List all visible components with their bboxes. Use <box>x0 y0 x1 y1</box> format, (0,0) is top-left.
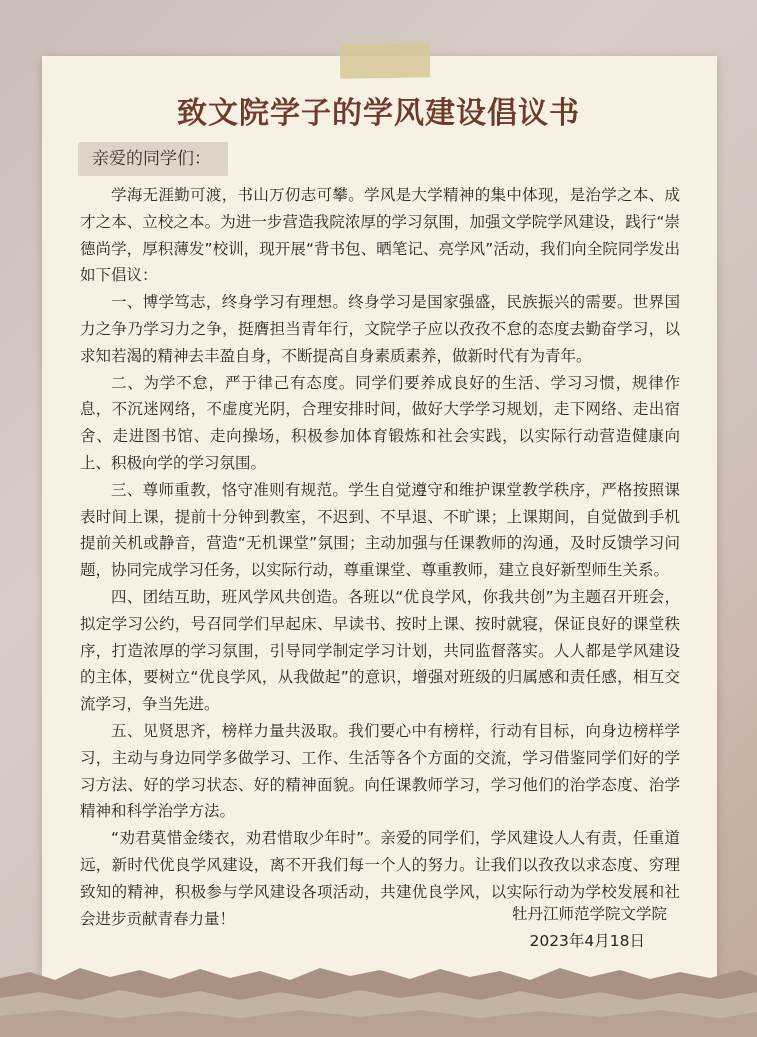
greeting-label: 亲爱的同学们： <box>78 142 228 176</box>
paragraph-5: 五、见贤思齐，榜样力量共汲取。我们要心中有榜样，行动有目标，向身边榜样学习，主动与身边同学多做学习、工作、生活等各个方面的交流，学习借鉴同学们好的学习方法、好的学习状态、好的精神面貌。向任课教师学习，学习他们的治学态度、治学精神和科学治学方法。 <box>80 721 680 821</box>
paragraph-1: 一、博学笃志，终身学习有理想。终身学习是国家强盛，民族振兴的需要。世界国力之争乃学习力之争，挺膺担当青年行，文院学子应以孜孜不怠的态度去勤奋学习，以求知若渴的精神去丰盈自身，不断提高自身素质素养，做新时代有为青年。 <box>80 293 680 365</box>
signature-block <box>512 901 667 955</box>
paragraph-closing: “劝君莫惜金缕衣，劝君惜取少年时”。亲爱的同学们，学风建设人人有责，任重道远，新时代优良学风建设，离不开我们每一个人的努力。让我们以孜孜以求态度、穷理致知的精神，积极参与学风建设各项活动，共建优良学风，以实际行动为学校发展和社会进步贡献青春力量！ <box>80 829 680 928</box>
letter-body <box>80 182 680 932</box>
paragraph-2: 二、为学不怠，严于律己有态度。同学们要养成良好的生活、学习习惯，规律作息，不沉迷网络，不虚度光阴，合理安排时间，做好大学学习规划，走下网络、走出宿舍、走进图书馆、走向操场，积极参加体育锻炼和社会实践，以实际行动营造健康向上、积极向学的学习氛围。 <box>80 373 680 472</box>
torn-edge-decoration <box>0 950 757 1037</box>
tape-strip <box>340 43 431 79</box>
paragraph-4: 四、团结互助，班风学风共创造。各班以“优良学风，你我共创”为主题召开班会，拟定学习公约，号召同学们早起床、早读书、按时上课、按时就寝，保证良好的课堂秩序，打造浓厚的学习氛围，引导同学制定学习计划，共同监督落实。人人都是学风建设的主体，要树立“优良学风，从我做起”的意识，增强对班级的归属感和责任感，相互交流学习，争当先进。 <box>80 587 680 714</box>
paragraph-intro: 学海无涯勤可渡，书山万仞志可攀。学风是大学精神的集中体现，是治学之本、成才之本、立校之本。为进一步营造我院浓厚的学习氛围，加强文学院学风建设，践行“崇德尚学，厚积薄发”校训，现开展“背书包、晒笔记、亮学风”活动，我们向全院同学发出如下倡议： <box>80 186 680 285</box>
page-title: 致文院学子的学风建设倡议书 <box>177 96 580 131</box>
signature-date: 2023年4月18日 <box>529 932 645 950</box>
signature-org: 牡丹江师范学院文学院 <box>511 905 667 923</box>
paragraph-3: 三、尊师重教，恪守准则有规范。学生自觉遵守和维护课堂教学秩序，严格按照课表时间上课，提前十分钟到教室，不迟到、不早退、不旷课；上课期间，自觉做到手机提前关机或静音，营造“无机课堂”氛围；主动加强与任课教师的沟通，及时反馈学习问题，协同完成学习任务，以实际行动，尊重课堂、尊重教师，建立良好新型师生关系。 <box>80 480 680 580</box>
